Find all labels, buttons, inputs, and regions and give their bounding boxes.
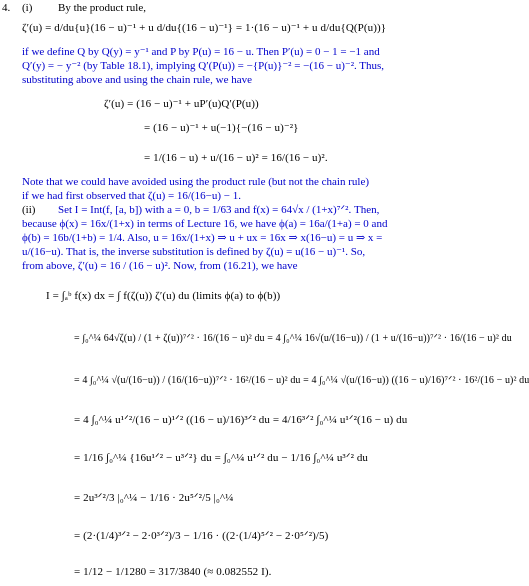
integral-line-6: = 2u³ᐟ²/3 |₀^¼ − 1/16 · 2u⁵ᐟ²/5 |₀^¼ <box>74 492 234 504</box>
chain-line-3: = 1/(16 − u) + u/(16 − u)² = 16/(16 − u)². <box>144 152 328 164</box>
ii-text-line-5: from above, ζ′(u) = 16 / (16 − u)². Now, from (16.21), we have <box>22 260 298 272</box>
ii-text-line-2: because ϕ(x) = 16x/(1+x) in terms of Lecture 16, we have ϕ(a) = 16a/(1+a) = 0 and <box>22 218 388 230</box>
part-i-intro: By the product rule, <box>58 2 146 14</box>
integral-line-3: = 4 ∫₀^¼ √(u/(16−u)) / (16/(16−u))⁷ᐟ² · 16²/(16 − u)² du = 4 ∫₀^¼ √(u/(16−u)) ((16 − u)/16)⁷ᐟ² · 16²/(16 − u)² du <box>74 375 529 386</box>
text-line-3: substituting above and using the chain rule, we have <box>22 74 253 86</box>
part-ii-label: (ii) <box>22 204 36 216</box>
problem-number: 4. <box>2 2 11 14</box>
integral-line-1: I = ∫ₐᵇ f(x) dx = ∫ f(ζ(u)) ζ′(u) du (limits ϕ(a) to ϕ(b)) <box>46 290 281 302</box>
integral-line-4: = 4 ∫₀^¼ u¹ᐟ²/(16 − u)¹ᐟ² ((16 − u)/16)³ᐟ² du = 4/16³ᐟ² ∫₀^¼ u¹ᐟ²(16 − u) du <box>74 414 408 426</box>
part-i-label: (i) <box>22 2 33 14</box>
integral-line-5: = 1/16 ∫₀^¼ {16u¹ᐟ² − u³ᐟ²} du = ∫₀^¼ u¹ᐟ² du − 1/16 ∫₀^¼ u³ᐟ² du <box>74 452 369 464</box>
note-line-2: if we had first observed that ζ(u) = 16/(16−u) − 1. <box>22 190 241 202</box>
chain-line-1: ζ′(u) = (16 − u)⁻¹ + uP′(u)Q′(P(u)) <box>104 98 259 110</box>
text-line-2: Q′(y) = − y⁻² (by Table 18.1), implying Q′(P(u)) = −{P(u)}⁻² = −(16 − u)⁻². Thus, <box>22 60 385 72</box>
note-line-1: Note that we could have avoided using the product rule (but not the chain rule) <box>22 176 370 188</box>
zeta-prime-line: ζ′(u) = d/du{u}(16 − u)⁻¹ + u d/du{(16 − u)⁻¹} = 1·(16 − u)⁻¹ + u d/du{Q(P(u))} <box>22 22 387 34</box>
chain-line-2: = (16 − u)⁻¹ + u(−1){−(16 − u)⁻²} <box>144 122 299 134</box>
text-line-1: if we define Q by Q(y) = y⁻¹ and P by P(u) = 16 − u. Then P′(u) = 0 − 1 = −1 and <box>22 46 380 58</box>
ii-text-line-4: u/(16−u). That is, the inverse substitution is defined by ζ(u) = u(16 − u)⁻¹. So, <box>22 246 366 258</box>
ii-text-line-3: ϕ(b) = 16b/(1+b) = 1/4. Also, u = 16x/(1+x) ⇒ u + ux = 16x ⇒ x(16−u) = u ⇒ x = <box>22 232 383 244</box>
integral-line-7: = (2·(1/4)³ᐟ² − 2·0³ᐟ²)/3 − 1/16 · ((2·(1/4)⁵ᐟ² − 2·0⁵ᐟ²)/5) <box>74 530 329 542</box>
ii-text-line-1: Set I = Int(f, [a, b]) with a = 0, b = 1/63 and f(x) = 64√x / (1+x)⁷ᐟ². Then, <box>58 204 380 216</box>
integral-line-2: = ∫₀^¼ 64√ζ(u) / (1 + ζ(u))⁷ᐟ² · 16/(16 − u)² du = 4 ∫₀^¼ 16√(u/(16−u)) / (1 + u/(16−u))⁷ᐟ² · 16/(16 − u)² du <box>74 333 512 344</box>
integral-line-8: = 1/12 − 1/1280 = 317/3840 (≈ 0.082552 I). <box>74 566 272 578</box>
